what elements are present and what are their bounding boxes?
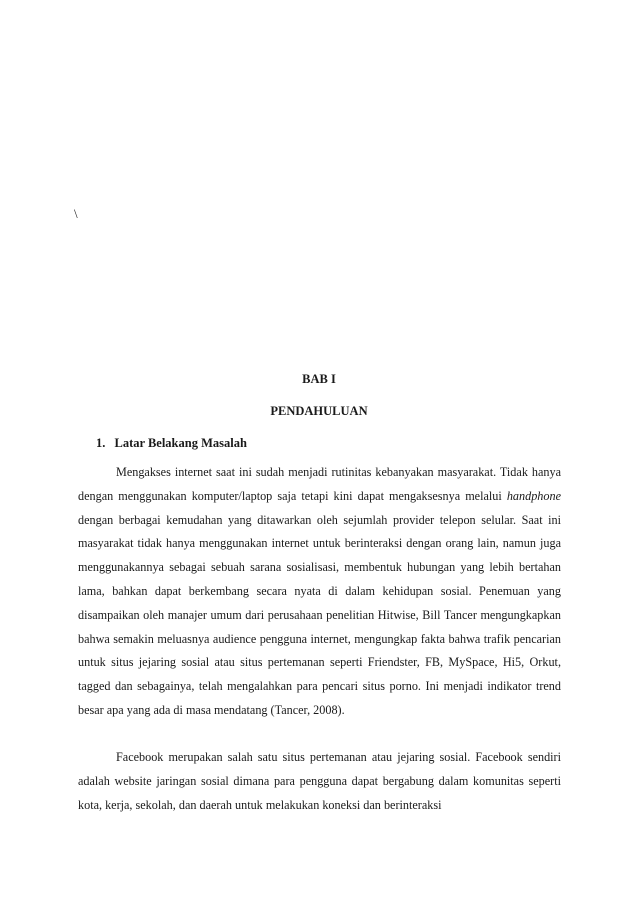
section-number: 1. (96, 436, 106, 450)
paragraph-1-part-b: dengan berbagai kemudahan yang ditawarkan oleh sejumlah provider telepon selular. Saat ini masyarakat tidak hanya menggunakan internet untuk berinteraksi dengan orang lain, namun juga menggunakannya sebagai sebuah sarana sosialisasi, membentuk hubungan yang lebih bertahan lama, bahkan dapat berkembang secara nyata di dalam kehidupan sosial. Penemuan yang disampaikan oleh manajer umum dari perusahaan penelitian Hitwise, Bill Tancer mengungkapkan bahwa semakin meluasnya audience pengguna internet, mengungkap fakta bahwa trafik pencarian untuk situs jejaring sosial atau situs pertemanan seperti Friendster, FB, MySpace, Hi5, Orkut, tagged dan sebagainya, telah mengalahkan para pencari situs porno. Ini menjadi indikator trend besar apa yang ada di masa mendatang (Tancer, 2008). (78, 512, 561, 717)
paragraph-2 (78, 746, 561, 817)
section-title: Latar Belakang Masalah (114, 436, 247, 450)
paragraph-2-text: Facebook merupakan salah satu situs pertemanan atau jejaring sosial. Facebook sendiri adalah website jaringan sosial dimana para pengguna dapat bergabung dalam komunitas seperti kota, kerja, sekolah, dan daerah untuk melakukan koneksi dan berinteraksi (78, 750, 561, 812)
paragraph-1-italic-term: handphone (506, 488, 561, 503)
chapter-title-text: PENDAHULUAN (270, 404, 368, 418)
section-heading (96, 436, 247, 451)
chapter-number-text: BAB I (302, 372, 336, 386)
stray-backslash: \ (74, 206, 78, 221)
paragraph-1-part-a: Mengakses internet saat ini sudah menjadi rutinitas kebanyakan masyarakat. Tidak hanya dengan menggunakan komputer/laptop saja tetapi kini dapat mengaksesnya melalui (78, 465, 561, 503)
chapter-number (0, 372, 638, 387)
chapter-title (0, 404, 638, 419)
paragraph-1 (78, 461, 561, 723)
